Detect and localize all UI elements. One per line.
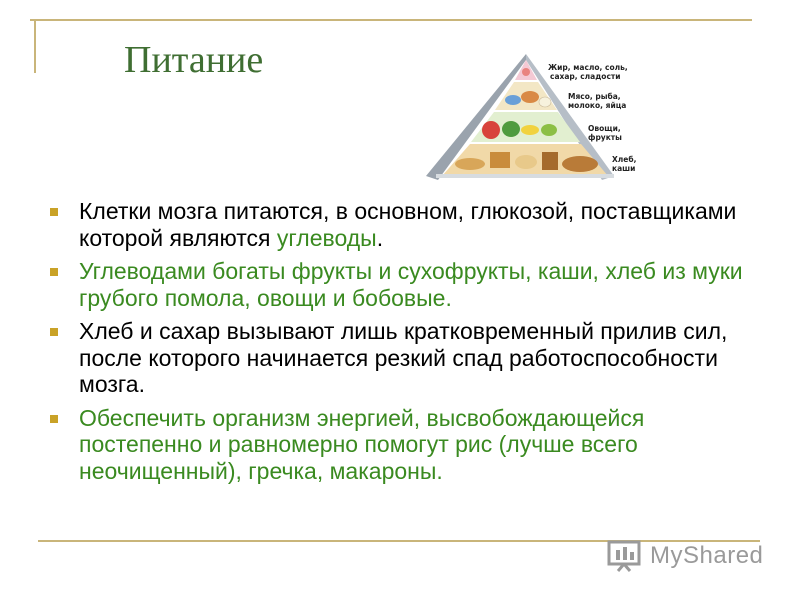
bullet-list xyxy=(50,198,770,491)
bullet-marker xyxy=(50,208,58,216)
bullet-text: Хлеб и сахар вызывают лишь кратковременный прилив сил, после которого начинается резкий спад работоспособности мозга. xyxy=(79,318,728,397)
pyramid-label-line: Жир, масло, соль, xyxy=(548,63,628,72)
chicken-icon xyxy=(521,91,539,103)
bread-icon xyxy=(562,156,598,172)
banana-icon xyxy=(521,125,539,135)
bullet-marker xyxy=(50,415,58,423)
watermelon-icon xyxy=(482,121,500,139)
bullet-highlight: углеводы xyxy=(276,224,377,251)
myshared-watermark xyxy=(606,538,776,574)
cereal-box-icon xyxy=(490,152,510,168)
frame-left-rule xyxy=(34,19,36,73)
bullet-text-end: . xyxy=(376,224,384,251)
rye-bread-icon xyxy=(542,152,558,170)
bullet-marker xyxy=(50,328,58,336)
bullet-text: Углеводами богаты фрукты и сухофрукты, каши, хлеб из муки грубого помола, овощи и бобовые. xyxy=(79,258,743,311)
bullet-item xyxy=(50,258,770,311)
bullet-item xyxy=(50,198,770,251)
pyramid-label-line: Овощи, xyxy=(588,124,621,133)
frame-top-rule xyxy=(30,19,752,21)
pyramid-label-line: Мясо, рыба, xyxy=(568,92,621,101)
bread-loaf-icon xyxy=(455,158,485,170)
pyramid-label-line: Хлеб, xyxy=(612,155,637,164)
watermark-text: MyShared xyxy=(650,542,764,569)
pyramid-label-line: каши xyxy=(612,164,636,173)
grain-bowl-icon xyxy=(515,155,537,169)
presentation-icon xyxy=(606,538,644,572)
pyramid-label-line: сахар, сладости xyxy=(550,72,621,81)
bullet-item xyxy=(50,405,770,485)
egg-icon xyxy=(539,97,551,107)
pyramid-label-line: фрукты xyxy=(588,133,622,142)
bullet-text: Клетки мозга питаются, в основном, глюкозой, поставщиками которой являются xyxy=(79,198,737,251)
pyramid-base xyxy=(436,174,614,178)
bullet-marker xyxy=(50,268,58,276)
cabbage-icon xyxy=(502,121,520,137)
pepper-icon xyxy=(541,124,557,136)
bullet-item xyxy=(50,318,770,398)
slide-title: Питание xyxy=(124,39,264,81)
sweets-icon xyxy=(522,68,530,76)
food-pyramid-image xyxy=(422,50,644,184)
pyramid-label-line: молоко, яйца xyxy=(568,101,627,110)
milk-icon xyxy=(505,95,521,105)
bullet-text: Обеспечить организм энергией, высвобождающейся постепенно и равномерно помогут рис (лучше всего неочищенный), гречка, макароны. xyxy=(79,404,645,484)
